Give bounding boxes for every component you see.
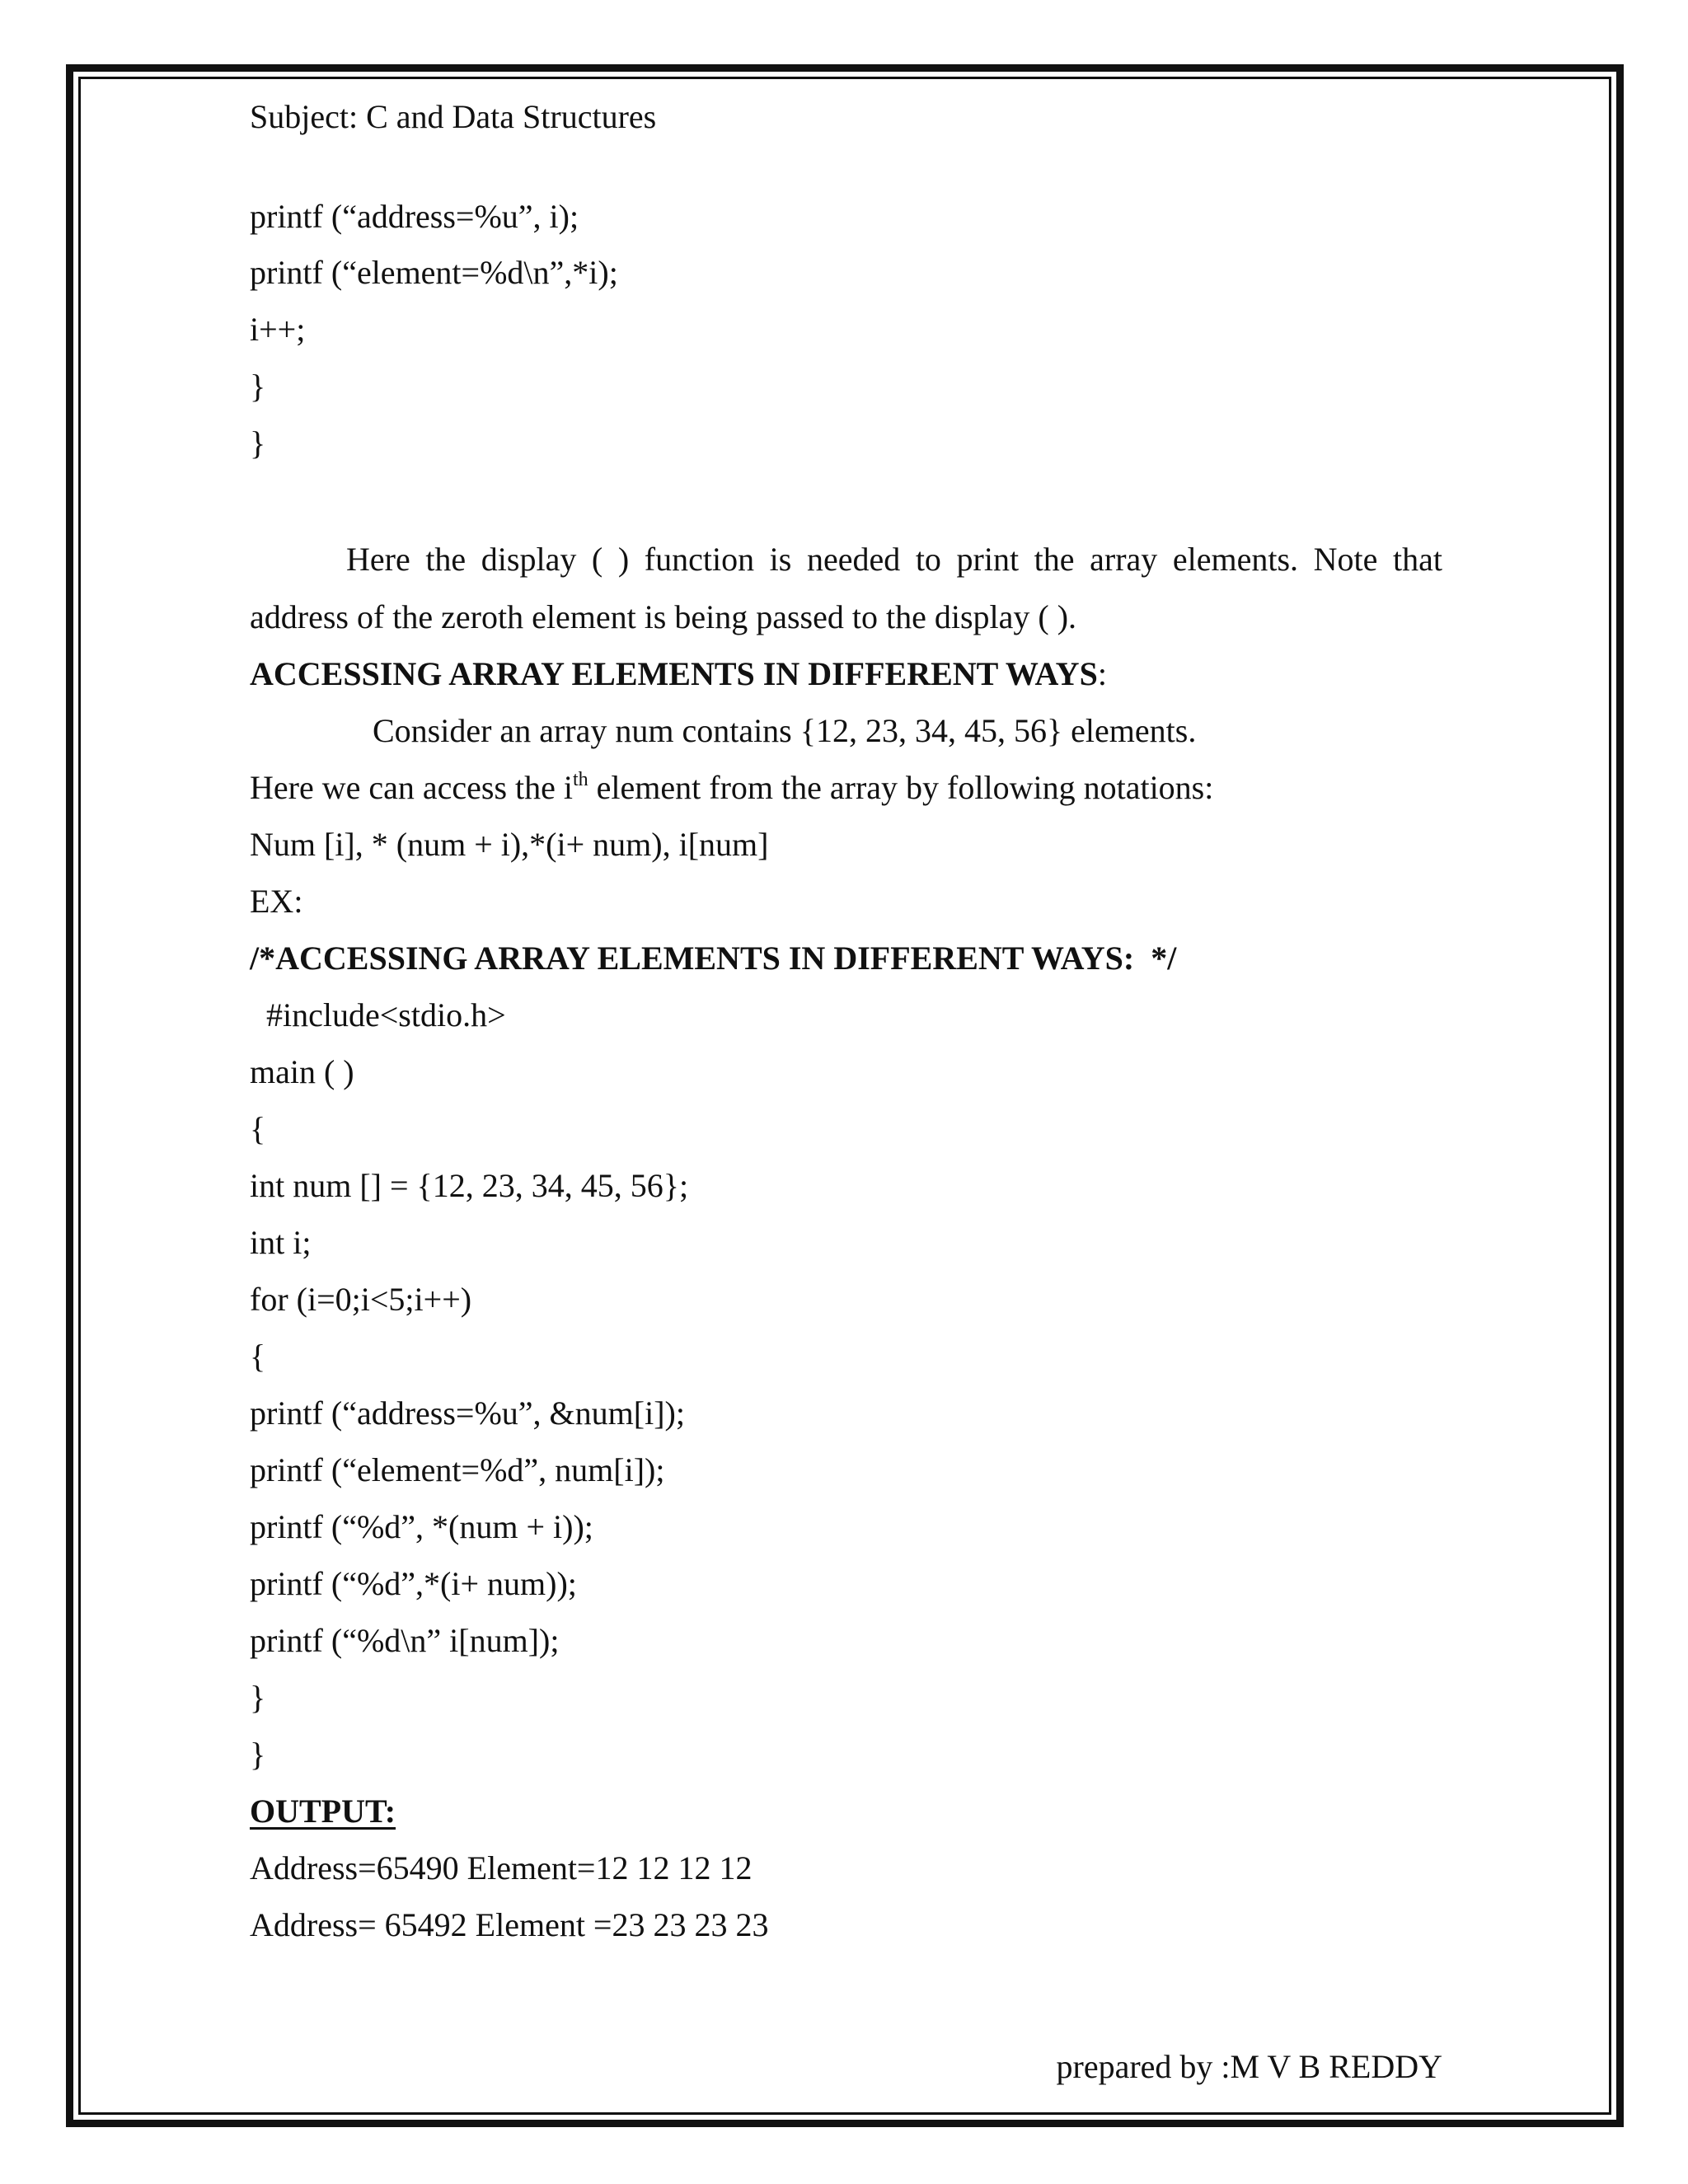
output-line: Address=65490 Element=12 12 12 12 [250,1849,753,1886]
code-line: printf (“element=%d”, num[i]); [250,1451,665,1488]
access-sentence [250,768,1213,808]
code-line: printf (“%d”, *(num + i)); [250,1508,593,1545]
code-line: { [250,1110,266,1147]
notations-line: Num [i], * (num + i),*(i+ num), i[num] [250,826,769,863]
paragraph-line-1: Here the display ( ) function is needed to print the array elements. Note that [346,541,1442,578]
paragraph-line-2: address of the zeroth element is being passed to the display ( ). [250,598,1077,635]
access-sentence-superscript: th [573,769,588,790]
code-line: main ( ) [250,1053,354,1090]
code-line: printf (“address=%u”, i); [250,198,579,235]
code-line: { [250,1338,266,1375]
code-line: printf (“element=%d\n”,*i); [250,254,618,291]
code-line: } [250,1736,266,1773]
consider-sentence: Consider an array num contains {12, 23, 34, 45, 56} elements. [373,712,1197,749]
output-label: OUTPUT: [250,1793,396,1830]
access-sentence-after: element from the array by following notations: [588,769,1214,806]
code-line: printf (“%d”,*(i+ num)); [250,1565,577,1602]
output-line: Address= 65492 Element =23 23 23 23 [250,1906,769,1943]
code-line: #include<stdio.h> [250,996,506,1033]
section-heading-text: ACCESSING ARRAY ELEMENTS IN DIFFERENT WAYS [250,655,1098,692]
example-label: EX: [250,883,303,920]
code-line: int num [] = {12, 23, 34, 45, 56}; [250,1167,689,1204]
code-line: } [250,1679,266,1716]
section-heading-colon: : [1097,655,1107,692]
code-comment-heading: /*ACCESSING ARRAY ELEMENTS IN DIFFERENT WAYS: */ [250,940,1177,977]
code-line: printf (“address=%u”, &num[i]); [250,1394,685,1432]
code-line: i++; [250,311,306,348]
access-sentence-before: Here we can access the i [250,769,573,806]
code-line: } [250,424,266,462]
code-line: for (i=0;i<5;i++) [250,1281,472,1318]
section-heading [250,654,1107,694]
code-line: printf (“%d\n” i[num]); [250,1622,560,1659]
code-line: int i; [250,1224,312,1261]
subject-header: Subject: C and Data Structures [250,98,657,135]
prepared-by-footer: prepared by :M V B REDDY [1056,2048,1442,2085]
code-line: } [250,368,266,405]
